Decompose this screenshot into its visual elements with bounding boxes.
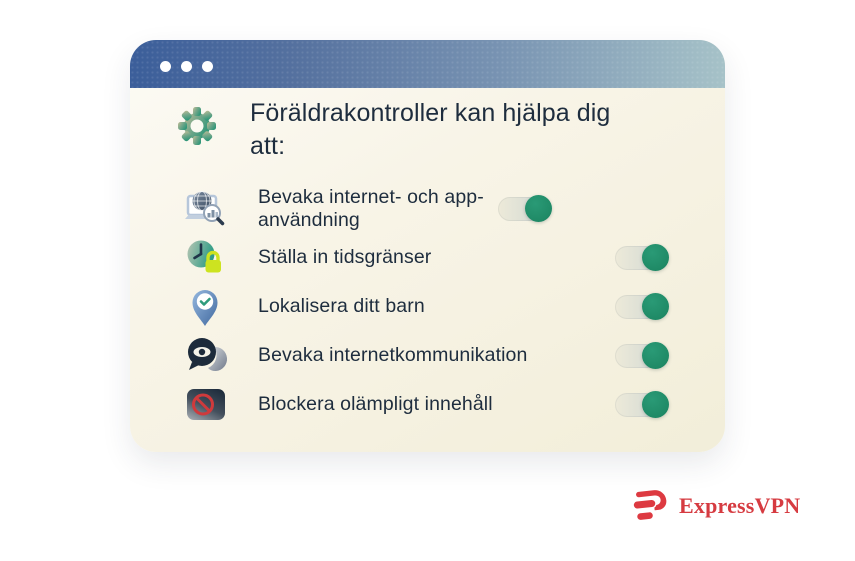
monitor-usage-icon [184, 187, 228, 231]
blocked-content-icon [184, 383, 228, 427]
toggle-knob [642, 244, 669, 271]
toggle-switch[interactable] [498, 197, 551, 221]
expressvpn-brandmark-icon [630, 486, 670, 526]
list-item [130, 233, 725, 282]
list-item [130, 331, 725, 380]
location-pin-icon [184, 285, 228, 329]
window-dot-icon [202, 61, 213, 72]
list-item-label: Ställa in tidsgränser [258, 246, 432, 268]
window-control-dots [160, 61, 213, 72]
list-item-label: Lokalisera ditt barn [258, 295, 425, 317]
list-item [130, 184, 725, 233]
toggle-switch[interactable] [615, 246, 668, 270]
list-item [130, 380, 725, 429]
expressvpn-wordmark: ExpressVPN [679, 493, 801, 518]
list-item [130, 282, 725, 331]
list-item-label: Bevaka internet- och app-användning [258, 185, 484, 231]
toggle-switch[interactable] [615, 295, 668, 319]
browser-window-card [130, 40, 725, 452]
toggle-knob [525, 195, 552, 222]
gear-icon [176, 103, 218, 149]
chat-eye-icon [184, 334, 228, 378]
list-item-label: Bevaka internetkommunikation [258, 344, 528, 366]
feature-list [130, 184, 725, 429]
toggle-switch[interactable] [615, 393, 668, 417]
window-dot-icon [181, 61, 192, 72]
list-item-label: Blockera olämpligt innehåll [258, 393, 493, 415]
toggle-knob [642, 293, 669, 320]
window-titlebar [130, 40, 725, 88]
expressvpn-logo [630, 486, 800, 526]
card-title: Föräldrakontroller kan hjälpa dig att: [250, 99, 611, 160]
time-limit-lock-icon [184, 236, 228, 280]
toggle-knob [642, 342, 669, 369]
toggle-knob [642, 391, 669, 418]
window-dot-icon [160, 61, 171, 72]
toggle-switch[interactable] [615, 344, 668, 368]
